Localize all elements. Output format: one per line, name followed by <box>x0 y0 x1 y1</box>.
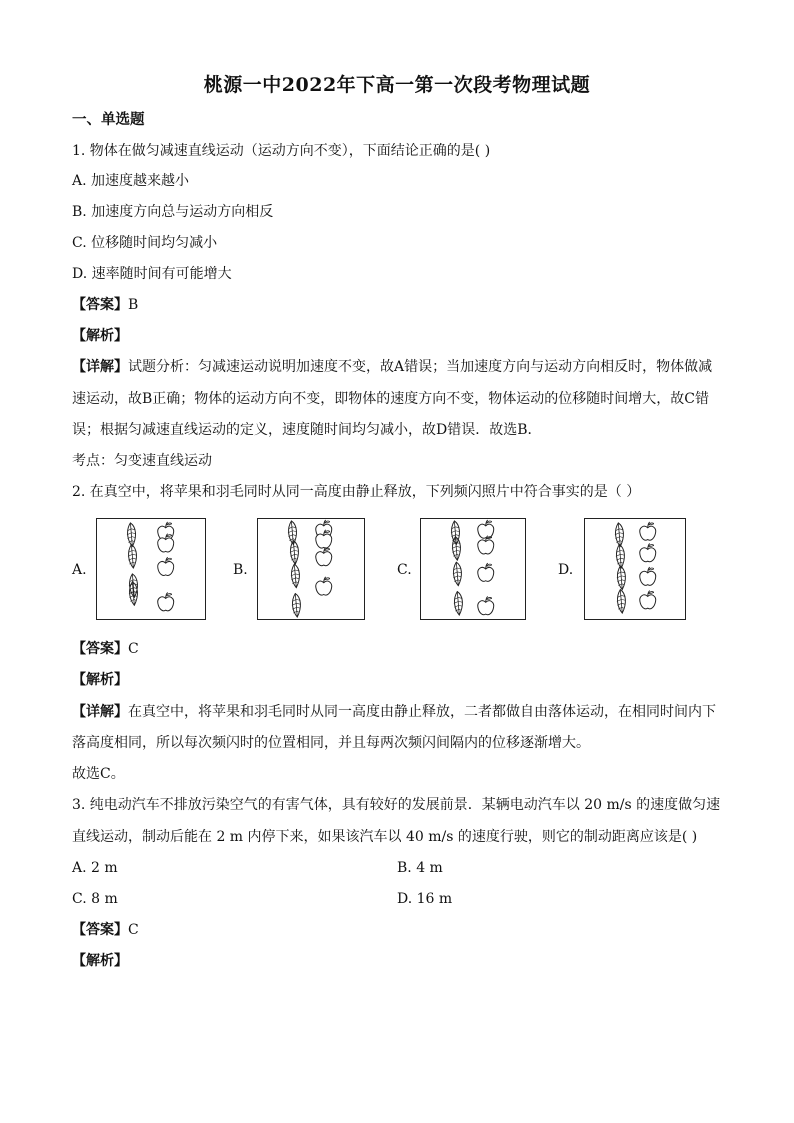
feather-icon <box>616 544 625 568</box>
feather-icon <box>617 566 626 590</box>
q1-detail-line-1: 【详解】试题分析：匀减速运动说明加速度不变，故A错误；当加速度方向与运动方向相反时，物体做减 <box>72 359 713 375</box>
q3-stem-line-2: 直线运动，制动后能在 2 m 内停下来，如果该汽车以 40 m/s 的速度行驶，则它的制动距离应该是( ) <box>72 829 698 845</box>
feather-icon <box>615 523 624 547</box>
q2-detail-line-2: 落高度相同，所以每次频闪时的位置相同，并且每两次频闪间隔内的位移逐渐增大。 <box>72 735 590 751</box>
feather-icon <box>290 541 299 565</box>
q2-option-c-label: C. <box>397 562 412 578</box>
apple-icon <box>640 567 656 585</box>
q2-analysis-tag: 【解析】 <box>72 672 128 688</box>
apple-icon <box>158 593 174 611</box>
answer-value: C <box>128 641 139 657</box>
feather-icon <box>453 562 462 586</box>
apple-icon <box>158 557 174 575</box>
q1-answer <box>72 296 138 314</box>
q1-analysis-tag: 【解析】 <box>72 328 128 344</box>
q2-option-d-label: D. <box>558 562 574 578</box>
q2-photo-a <box>96 518 206 620</box>
q1-detail-line-3: 误；根据匀减速直线运动的定义，速度随时间均匀减小，故D错误．故选B． <box>72 422 542 438</box>
q3-option-c: C. 8 m <box>72 891 118 907</box>
q3-stem-line-1: 3. 纯电动汽车不排放污染空气的有害气体，具有较好的发展前景．某辆电动汽车以 20 m/s 的速度做匀速 <box>72 797 721 813</box>
answer-tag: 【答案】 <box>72 641 128 657</box>
q3-answer <box>72 921 139 939</box>
apple-icon <box>640 522 656 540</box>
feather-icon <box>127 523 136 547</box>
apple-icon <box>478 563 494 581</box>
apple-icon <box>640 591 656 609</box>
q3-option-b: B. 4 m <box>397 860 443 876</box>
feather-icon <box>292 594 301 618</box>
q1-note: 考点：匀变速直线运动 <box>72 453 212 469</box>
detail-tag: 【详解】 <box>72 704 128 720</box>
feather-icon <box>291 564 300 588</box>
section-heading: 一、单选题 <box>72 111 145 128</box>
q2-stem: 2. 在真空中，将苹果和羽毛同时从同一高度由静止释放，下列频闪照片中符合事实的是（ ） <box>72 484 641 500</box>
q2-photo-b <box>257 518 365 620</box>
feather-icon <box>454 592 463 616</box>
apple-icon <box>316 577 332 595</box>
q1-stem: 1. 物体在做匀减速直线运动（运动方向不变），下面结论正确的是( ) <box>72 143 491 159</box>
apple-icon <box>316 547 332 565</box>
q1-option-c: C. 位移随时间均匀减小 <box>72 235 218 251</box>
q3-option-d: D. 16 m <box>397 891 453 907</box>
answer-tag: 【答案】 <box>72 922 128 938</box>
q1-option-d: D. 速率随时间有可能增大 <box>72 266 232 282</box>
q1-detail-line-2: 速运动，故B正确；物体的运动方向不变，即物体的速度方向不变，物体运动的位移随时间增大，故C错 <box>72 391 709 407</box>
q2-photo-c <box>420 518 526 620</box>
q2-conclusion: 故选C。 <box>72 766 125 782</box>
q3-analysis-tag: 【解析】 <box>72 953 128 969</box>
feather-icon <box>617 590 626 614</box>
q1-option-a: A. 加速度越来越小 <box>72 173 190 189</box>
q2-option-b-label: B. <box>233 562 248 578</box>
apple-icon <box>478 520 494 538</box>
apple-icon <box>640 544 656 562</box>
q2-photo-d <box>584 518 686 620</box>
detail-tag: 【详解】 <box>72 359 128 375</box>
answer-value: B <box>128 297 139 313</box>
answer-tag: 【答案】 <box>72 297 128 313</box>
answer-value: C <box>128 922 139 938</box>
q2-answer <box>72 640 139 658</box>
apple-icon <box>478 596 494 614</box>
q1-option-b: B. 加速度方向总与运动方向相反 <box>72 204 274 220</box>
apple-icon <box>478 536 494 554</box>
q2-option-a-label: A. <box>72 562 87 578</box>
q3-option-a: A. 2 m <box>72 860 118 876</box>
feather-icon <box>128 544 137 568</box>
page-title: 桃源一中2022年下高一第一次段考物理试题 <box>203 74 591 96</box>
q2-detail-line-1: 【详解】在真空中，将苹果和羽毛同时从同一高度由静止释放，二者都做自由落体运动，在相同时间内下 <box>72 704 716 720</box>
feather-icon <box>288 521 297 545</box>
